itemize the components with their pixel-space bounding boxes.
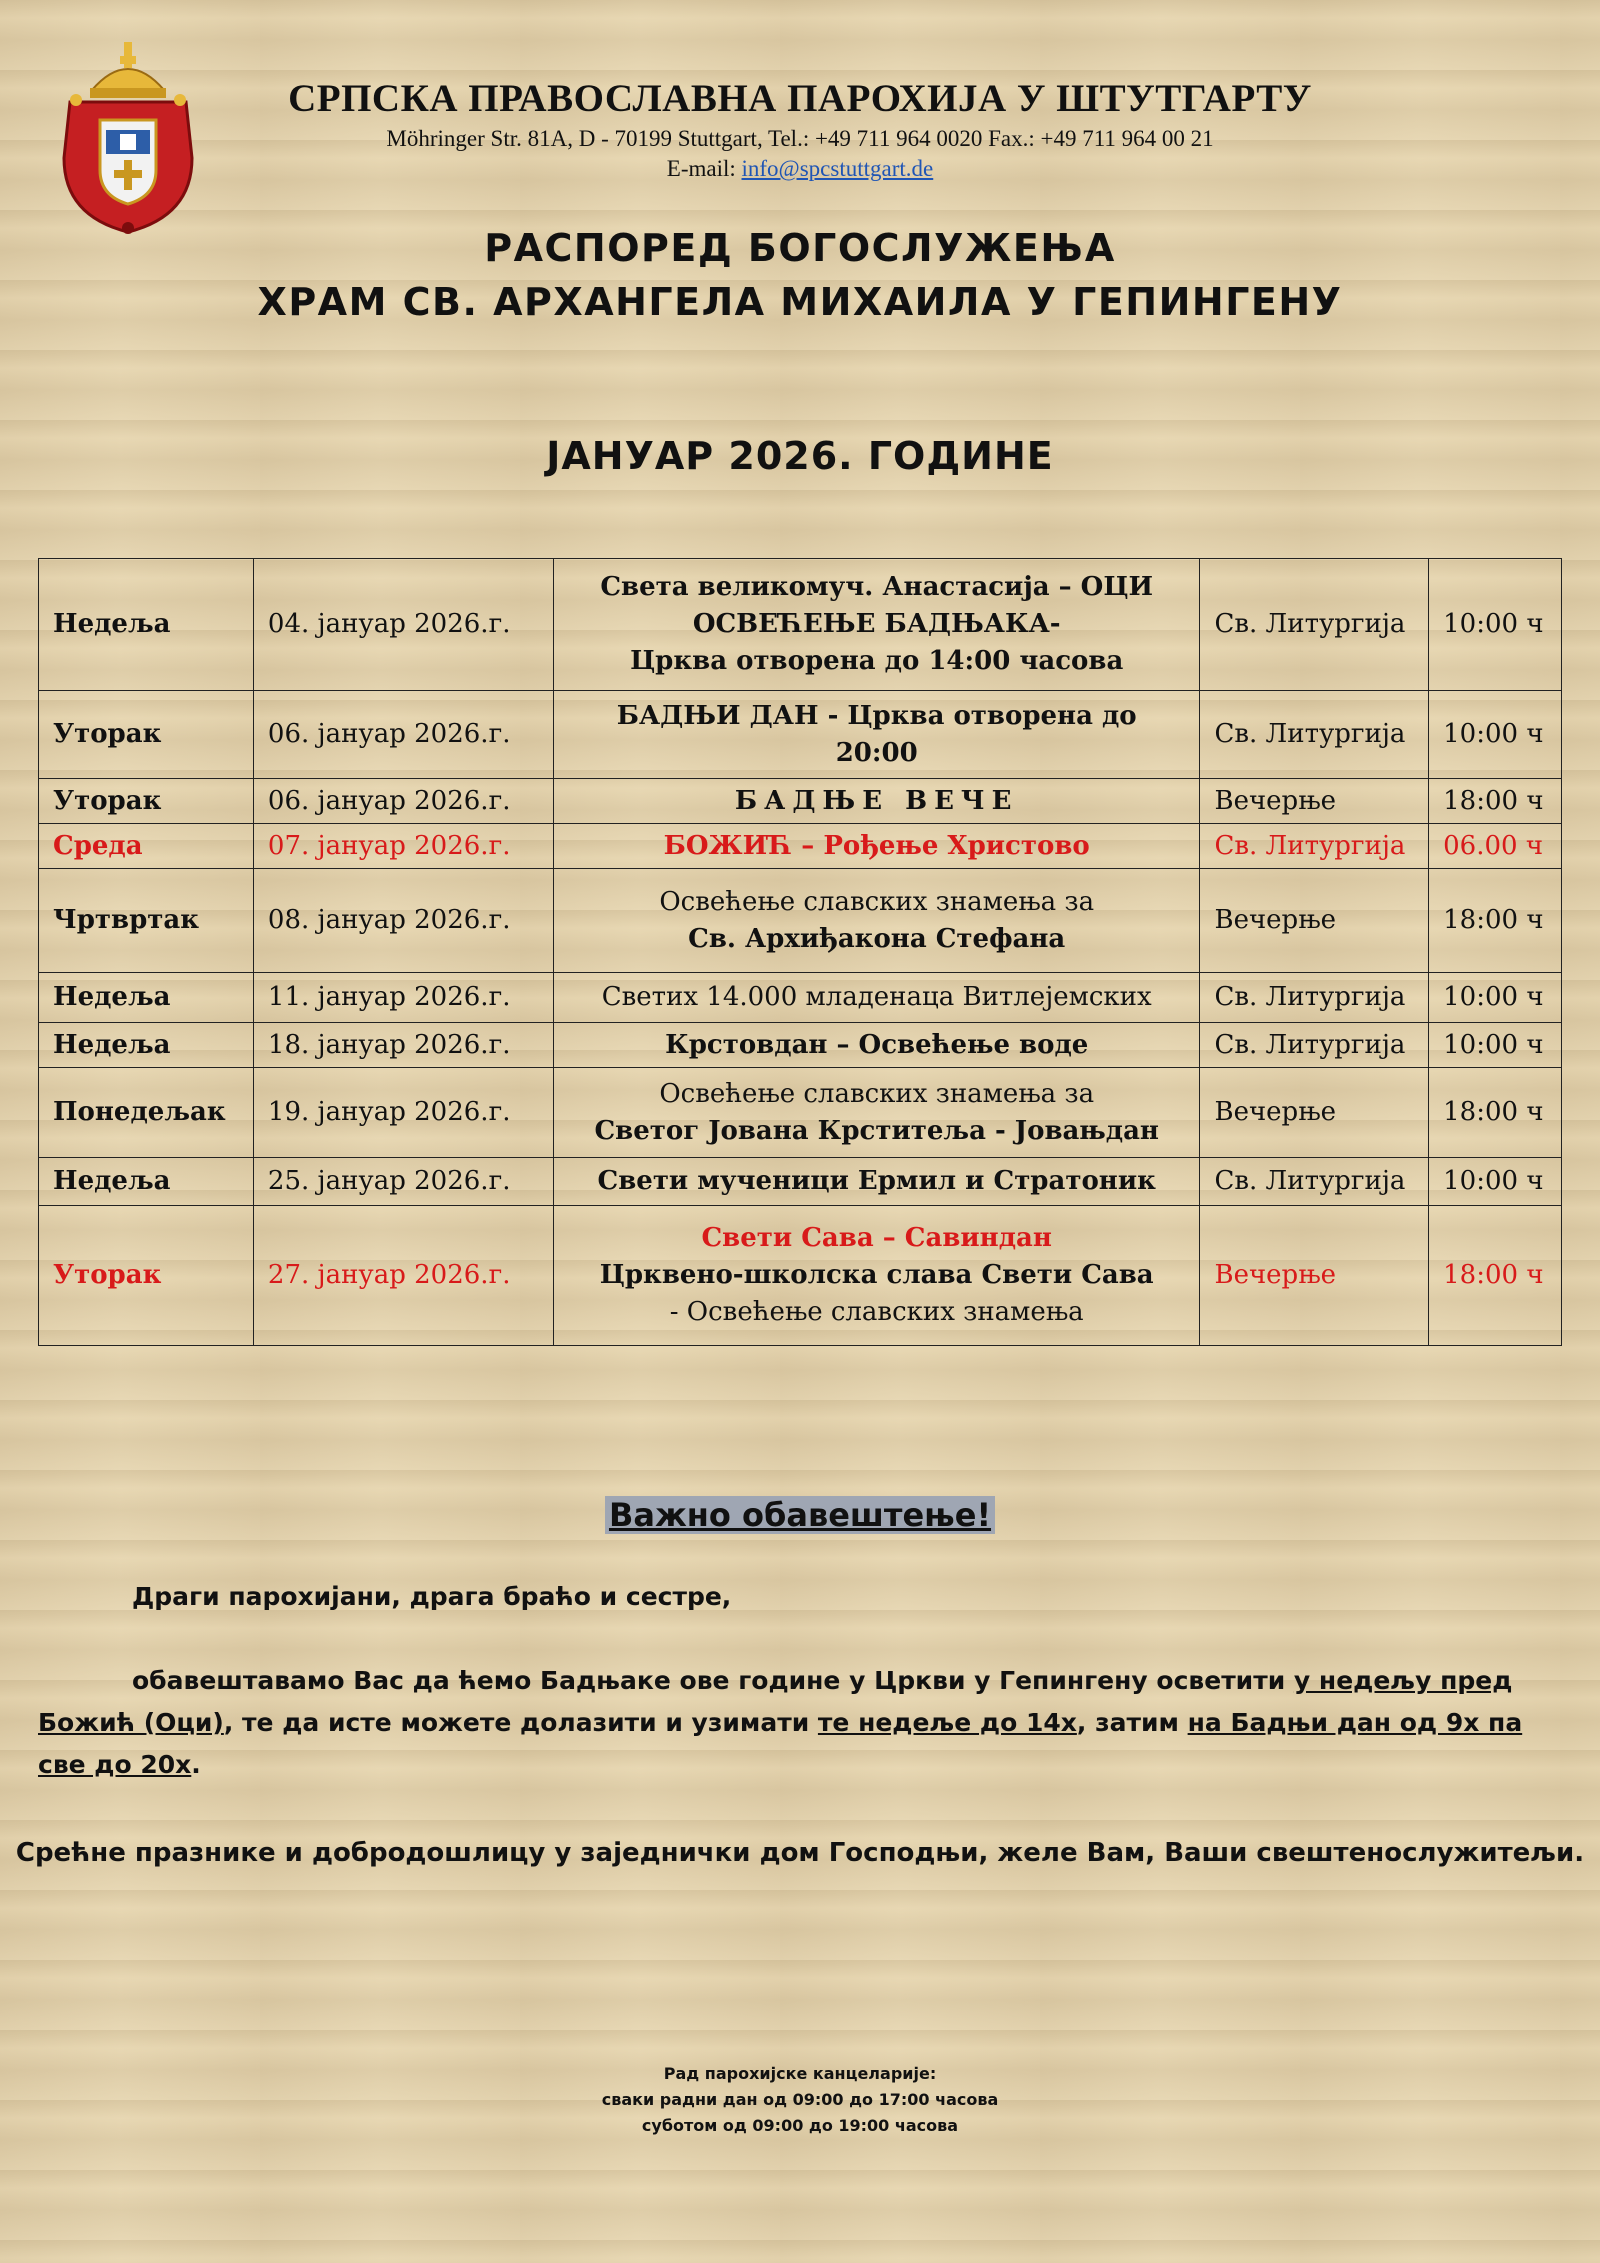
date-cell: 06. јануар 2026.г.: [253, 691, 553, 779]
table-row-highlighted: [39, 1206, 1562, 1346]
description-line: Свети мученици Ермил и Стратоник: [597, 1166, 1156, 1197]
description-line: Св. Архиђакона Стефана: [688, 923, 1066, 954]
service-cell: Св. Литургија: [1200, 824, 1429, 869]
holiday-wishes: Срећне празнике и добродошлицу у заједнички дом Господњи, желе Вам, Ваши свештенослужитељи.: [15, 1838, 1585, 1868]
table-row: [39, 779, 1562, 824]
office-hours-weekdays: сваки радни дан од 09:00 до 17:00 часова: [601, 2090, 999, 2109]
day-cell: Уторак: [39, 779, 254, 824]
date-cell: 18. јануар 2026.г.: [253, 1023, 553, 1068]
date-cell: 11. јануар 2026.г.: [253, 973, 553, 1023]
description-cell: [553, 973, 1200, 1023]
description-cell: [553, 559, 1200, 691]
description-line: 20:00: [835, 737, 918, 768]
service-cell: Св. Литургија: [1200, 1158, 1429, 1206]
email-label: E-mail:: [666, 156, 736, 181]
day-cell: Недеља: [39, 1158, 254, 1206]
description-cell: [553, 1023, 1200, 1068]
notice-text: .: [191, 1750, 201, 1779]
notice-text: обавештавамо Вас да ћемо Бадњаке ове године: [132, 1666, 850, 1695]
email-line: [0, 156, 1600, 182]
month-title: ЈАНУАР 2026. ГОДИНЕ: [546, 434, 1054, 478]
table-row: [39, 1068, 1562, 1158]
notice-text-underlined: у недељу пред Божић (Оци): [38, 1666, 1513, 1737]
description-cell: [553, 1206, 1200, 1346]
notice-text: , затим: [1076, 1708, 1188, 1737]
description-line: Светог Јована Крститеља - Јовањдан: [594, 1115, 1159, 1146]
table-row: [39, 1023, 1562, 1068]
time-cell: 10:00 ч: [1429, 973, 1562, 1023]
notice-text: , те да исте можете долазити и узимати: [223, 1708, 818, 1737]
notice-text: осветити: [1147, 1666, 1294, 1695]
time-cell: 18:00 ч: [1429, 779, 1562, 824]
notice-greeting: Драги парохијани, драга браћо и сестре,: [132, 1582, 732, 1611]
day-cell: Недеља: [39, 1023, 254, 1068]
service-cell: Вечерње: [1200, 869, 1429, 973]
time-cell: 18:00 ч: [1429, 1068, 1562, 1158]
time-cell: 18:00 ч: [1429, 869, 1562, 973]
date-cell: 06. јануар 2026.г.: [253, 779, 553, 824]
description-cell: [553, 1068, 1200, 1158]
schedule-title: РАСПОРЕД БОГОСЛУЖЕЊА: [484, 226, 1116, 270]
date-cell: 04. јануар 2026.г.: [253, 559, 553, 691]
description-cell: [553, 691, 1200, 779]
date-cell: 07. јануар 2026.г.: [253, 824, 553, 869]
date-cell: 27. јануар 2026.г.: [253, 1206, 553, 1346]
description-cell: [553, 779, 1200, 824]
table-row: [39, 869, 1562, 973]
church-title: ХРАМ СВ. АРХАНГЕЛА МИХАИЛА У ГЕПИНГЕНУ: [257, 280, 1343, 324]
church-address: Möhringer Str. 81A, D - 70199 Stuttgart, Tel.: +49 711 964 0020 Fax.: +49 711 964 00 21: [386, 126, 1214, 151]
table-row: [39, 559, 1562, 691]
notice-text-emphasis: у Цркви у Гепингену: [849, 1666, 1148, 1695]
description-line: Свети Сава – Савиндан: [701, 1223, 1052, 1254]
date-cell: 19. јануар 2026.г.: [253, 1068, 553, 1158]
description-line: - Освећење славских знамења: [669, 1296, 1084, 1327]
description-cell: [553, 824, 1200, 869]
day-cell: Уторак: [39, 691, 254, 779]
day-cell: Недеља: [39, 973, 254, 1023]
service-cell: Св. Литургија: [1200, 691, 1429, 779]
notice-text-underlined: те недеље до 14х: [817, 1708, 1077, 1737]
description-line: Крстовдан – Освећење воде: [665, 1029, 1089, 1060]
time-cell: 10:00 ч: [1429, 691, 1562, 779]
description-cell: [553, 869, 1200, 973]
service-cell: Вечерње: [1200, 1068, 1429, 1158]
time-cell: 10:00 ч: [1429, 559, 1562, 691]
church-name-heading: СРПСКА ПРАВОСЛАВНА ПАРОХИЈА У ШТУТГАРТУ: [288, 77, 1312, 120]
service-schedule-table: [38, 558, 1562, 1346]
email-link[interactable]: info@spcstuttgart.de: [741, 156, 934, 181]
service-cell: Св. Литургија: [1200, 559, 1429, 691]
day-cell: Недеља: [39, 559, 254, 691]
service-cell: Св. Литургија: [1200, 973, 1429, 1023]
table-row: [39, 1158, 1562, 1206]
description-line: БАДЊИ ДАН - Црква отворена до: [616, 700, 1137, 731]
office-hours-title: Рад парохијске канцеларије:: [663, 2064, 937, 2083]
time-cell: 18:00 ч: [1429, 1206, 1562, 1346]
day-cell: Чртвртак: [39, 869, 254, 973]
table-row: [39, 973, 1562, 1023]
table-row-highlighted: [39, 824, 1562, 869]
description-line: Освећење славских знамења за: [659, 1078, 1095, 1109]
description-line: Светих 14.000 младенаца Витлејемских: [601, 982, 1152, 1013]
description-line: Света великомуч. Анастасија – ОЦИ: [600, 572, 1154, 603]
notice-title-text: Важно обавештење!: [605, 1496, 995, 1534]
description-line: БАДЊЕ ВЕЧЕ: [734, 785, 1019, 816]
description-line: ОСВЕЋЕЊЕ БАДЊАКА-: [692, 609, 1061, 640]
time-cell: 10:00 ч: [1429, 1023, 1562, 1068]
day-cell: Уторак: [39, 1206, 254, 1346]
description-line: Црква отворена до 14:00 часова: [630, 645, 1124, 676]
day-cell: Понедељак: [39, 1068, 254, 1158]
table-row: [39, 691, 1562, 779]
description-line: БОЖИЋ – Рођење Христово: [663, 830, 1090, 861]
description-line: Црквено-школска слава Свети Сава: [599, 1260, 1154, 1291]
description-cell: [553, 1158, 1200, 1206]
office-hours-saturday: суботом од 09:00 до 19:00 часова: [641, 2116, 959, 2135]
service-cell: Св. Литургија: [1200, 1023, 1429, 1068]
service-cell: Вечерње: [1200, 1206, 1429, 1346]
time-cell: 10:00 ч: [1429, 1158, 1562, 1206]
date-cell: 25. јануар 2026.г.: [253, 1158, 553, 1206]
notice-text-underlined: на Бадњи дан од 9х па све до 20х: [38, 1708, 1523, 1779]
date-cell: 08. јануар 2026.г.: [253, 869, 553, 973]
time-cell: 06.00 ч: [1429, 824, 1562, 869]
description-line: Освећење славских знамења за: [659, 886, 1095, 917]
day-cell: Среда: [39, 824, 254, 869]
notice-body: [38, 1660, 1562, 1786]
notice-title: [0, 1496, 1600, 1534]
service-cell: Вечерње: [1200, 779, 1429, 824]
